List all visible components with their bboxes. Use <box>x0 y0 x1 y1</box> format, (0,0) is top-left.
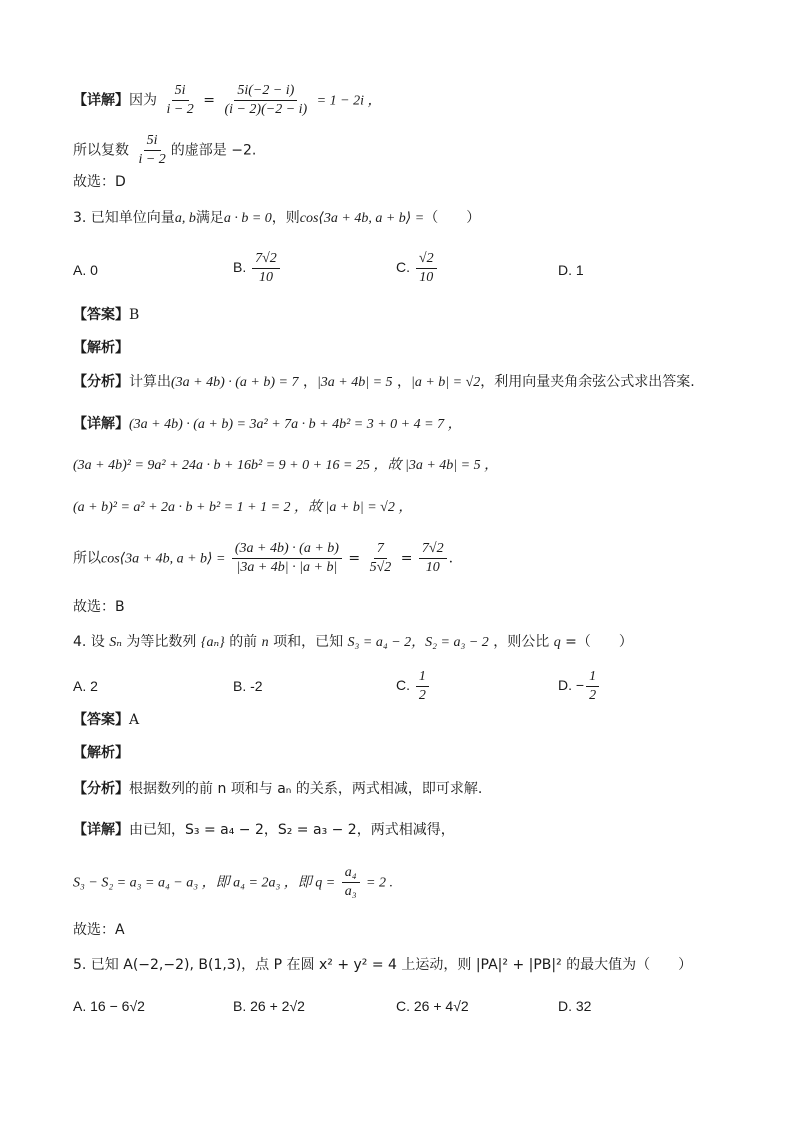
math: n <box>261 635 269 650</box>
math: S₃ − S₂ = a₃ = a₄ − a₃ ，即 a₄ = 2a₃ ，即 q = <box>73 875 336 891</box>
fenxi-tag: 【分析】 <box>73 781 129 797</box>
fraction-denominator: 10 <box>425 560 440 575</box>
q3-analysis-tag: 【解析】 <box>73 340 129 356</box>
q3-option-a[interactable] <box>73 262 98 278</box>
option-value: 26 + 2√2 <box>250 998 305 1014</box>
math-result: = 1 − 2i ， <box>316 93 382 109</box>
q5-option-b[interactable] <box>233 998 305 1014</box>
option-label: A. <box>73 998 87 1014</box>
fraction <box>232 540 342 577</box>
option-label: D. <box>558 677 572 694</box>
math: cos⟨3a + 4b, a + b⟩ = <box>101 551 226 567</box>
q3-detail-3: (a + b)² = a² + 2a · b + b² = 1 + 1 = 2 ，故 |a + b| = √2 ， <box>73 500 413 515</box>
fraction-denominator: 10 <box>419 270 434 285</box>
math: S₃ = a₄ − 2，S₂ = a₃ − 2 <box>347 635 489 650</box>
option-label: C. <box>396 259 410 276</box>
option-value: 32 <box>575 998 592 1014</box>
text: 所以复数 <box>73 142 129 159</box>
q4-fenxi <box>73 779 482 799</box>
fraction-denominator: i − 2 <box>166 102 194 117</box>
text: 的虚部是 −2. <box>170 142 257 159</box>
fraction-denominator: 2 <box>589 688 597 703</box>
option-value: -2 <box>250 678 263 694</box>
fraction-denominator: i − 2 <box>138 152 166 167</box>
fraction <box>367 540 395 577</box>
q3-detail-4: 所以cos⟨3a + 4b, a + b⟩ = $\frac{(3a + 4b) \cdot (a + b)}{|3a + 4b| \cdot |a + b|}$ = $\frac{7}{5√2}$ = $\frac{7√2}{10}$ . <box>73 541 454 575</box>
text: 3. 已知单位向量 <box>73 210 175 226</box>
math: {aₙ} <box>200 635 225 650</box>
fraction-denominator: 10 <box>258 270 273 285</box>
option-label: B. <box>233 678 247 694</box>
fraction-numerator: (3a + 4b) · (a + b) <box>232 540 342 559</box>
q4-choice: 故选：A <box>73 922 125 938</box>
answer-value: B <box>129 307 140 323</box>
q4-option-b[interactable] <box>233 678 263 694</box>
option-label: A. <box>73 678 87 694</box>
fraction <box>419 540 447 577</box>
fraction-denominator: a₃ <box>344 884 357 899</box>
option-value: 16 − 6√2 <box>90 998 145 1014</box>
text: 4. 设 <box>73 634 105 650</box>
math: = 2 . <box>366 875 393 891</box>
math: |a + b| = √2 <box>411 375 481 390</box>
q5-option-c[interactable] <box>396 998 469 1014</box>
fraction-numerator: 5i <box>172 82 189 101</box>
fraction <box>221 82 310 119</box>
q3-option-b[interactable] <box>233 250 282 287</box>
option-value: 26 + 4√2 <box>413 998 469 1014</box>
fraction-numerator: √2 <box>416 250 437 269</box>
text: 的前 <box>229 634 258 650</box>
fraction-numerator: 5i <box>144 132 161 151</box>
q2-imag-line <box>73 132 256 169</box>
fraction-denominator: 5√2 <box>369 560 392 575</box>
option-label: A. <box>73 262 87 278</box>
q4-option-d[interactable] <box>558 668 601 705</box>
text: =（ ） <box>565 634 633 650</box>
text: ，利用向量夹角余弦公式求出答案. <box>480 374 695 390</box>
q5-option-d[interactable] <box>558 998 591 1014</box>
q4-answer <box>73 710 139 730</box>
option-label: D. <box>558 998 572 1014</box>
q3-answer <box>73 305 139 325</box>
fraction-numerator: 7√2 <box>419 540 447 559</box>
option-value: 0 <box>90 262 98 278</box>
text: 为等比数列 <box>126 634 197 650</box>
detail-text: 因为 <box>129 92 157 109</box>
q4-stem <box>73 632 633 653</box>
fraction <box>163 82 196 119</box>
text: ，则 <box>271 210 300 226</box>
fraction-numerator: 1 <box>586 668 599 687</box>
q5-option-a[interactable] <box>73 998 145 1014</box>
text: （ ） <box>424 210 481 226</box>
q3-fenxi: 【分析】计算出(3a + 4b) · (a + b) = 7 ，|3a + 4b| = 5 ，|a + b| = √2，利用向量夹角余弦公式求出答案. <box>73 374 695 390</box>
math: (3a + 4b) · (a + b) = 3a² + 7a · b + 4b² = 3 + 0 + 4 = 7 ， <box>129 417 462 432</box>
detail-tag: 【详解】 <box>73 92 129 109</box>
text: 计算出 <box>129 374 171 390</box>
q5-stem: 5. 已知 A(−2,−2), B(1,3)，点 P 在圆 x² + y² = 4 上运动，则 |PA|² + |PB|² 的最大值为（ ） <box>73 957 693 973</box>
fraction-denominator: |3a + 4b| · |a + b| <box>236 560 338 575</box>
fraction-numerator: 7 <box>374 540 387 559</box>
text: ，则公比 <box>493 634 550 650</box>
math: a · b = 0 <box>223 211 272 226</box>
option-label: C. <box>396 677 410 694</box>
answer-tag: 【答案】 <box>73 712 129 728</box>
fraction <box>416 250 437 287</box>
option-label: B. <box>233 998 247 1014</box>
q4-detail-1 <box>73 820 455 840</box>
math: a, b <box>174 211 196 226</box>
option-label: B. <box>233 259 247 276</box>
q3-detail-2: (3a + 4b)² = 9a² + 24a · b + 16b² = 9 + 0 + 16 = 25 ，故 |3a + 4b| = 5 ， <box>73 458 499 473</box>
q3-stem <box>73 208 480 229</box>
option-sign: − <box>575 677 585 694</box>
math: q <box>553 635 561 650</box>
q3-choice: 故选：B <box>73 599 125 615</box>
q4-analysis-tag: 【解析】 <box>73 745 129 761</box>
detail-tag: 【详解】 <box>73 822 129 838</box>
q3-option-c[interactable] <box>396 250 439 287</box>
text: 所以 <box>73 550 101 567</box>
fraction-numerator: 7√2 <box>252 250 280 269</box>
fraction-numerator: 1 <box>416 668 429 687</box>
math: |3a + 4b| = 5 <box>316 375 393 390</box>
fraction <box>252 250 280 287</box>
option-value: 1 <box>575 262 584 278</box>
math: cos⟨3a + 4b, a + b⟩ = <box>299 211 425 226</box>
q3-detail-1 <box>73 414 462 435</box>
q2-detail-line: 【详解】因为 $\frac{5i}{i - 2}$ = $\frac{5i(-2 - i)}{(i - 2)(-2 - i)}$ = 1 − 2i ， <box>73 83 382 117</box>
option-label: D. <box>558 262 572 278</box>
q4-detail-2 <box>73 864 393 901</box>
text: 由已知，S₃ = a₄ − 2，S₂ = a₃ − 2，两式相减得， <box>129 822 455 838</box>
text: 满足 <box>195 210 224 226</box>
text: 根据数列的前 n 项和与 aₙ 的关系，两式相减，即可求解. <box>129 781 483 797</box>
fraction <box>342 864 360 901</box>
answer-value: A <box>129 712 140 728</box>
fraction <box>416 668 429 705</box>
fraction-denominator: (i − 2)(−2 − i) <box>224 102 308 117</box>
fenxi-tag: 【分析】 <box>73 374 129 390</box>
fraction <box>586 668 599 705</box>
detail-tag: 【详解】 <box>73 416 129 432</box>
fraction-denominator: 2 <box>418 688 426 703</box>
q4-option-c[interactable] <box>396 668 431 705</box>
q2-choice: 故选：D <box>73 174 126 190</box>
q3-option-d[interactable] <box>558 262 584 278</box>
math: Sₙ <box>109 635 122 650</box>
text: 项和，已知 <box>273 634 344 650</box>
q4-option-a[interactable] <box>73 678 98 694</box>
fraction-numerator: a₄ <box>342 864 360 883</box>
option-value: 2 <box>90 678 98 694</box>
math: (3a + 4b) · (a + b) = 7 <box>171 375 299 390</box>
answer-tag: 【答案】 <box>73 307 129 323</box>
fraction <box>135 132 168 169</box>
fraction-numerator: 5i(−2 − i) <box>234 82 297 101</box>
option-label: C. <box>396 998 410 1014</box>
